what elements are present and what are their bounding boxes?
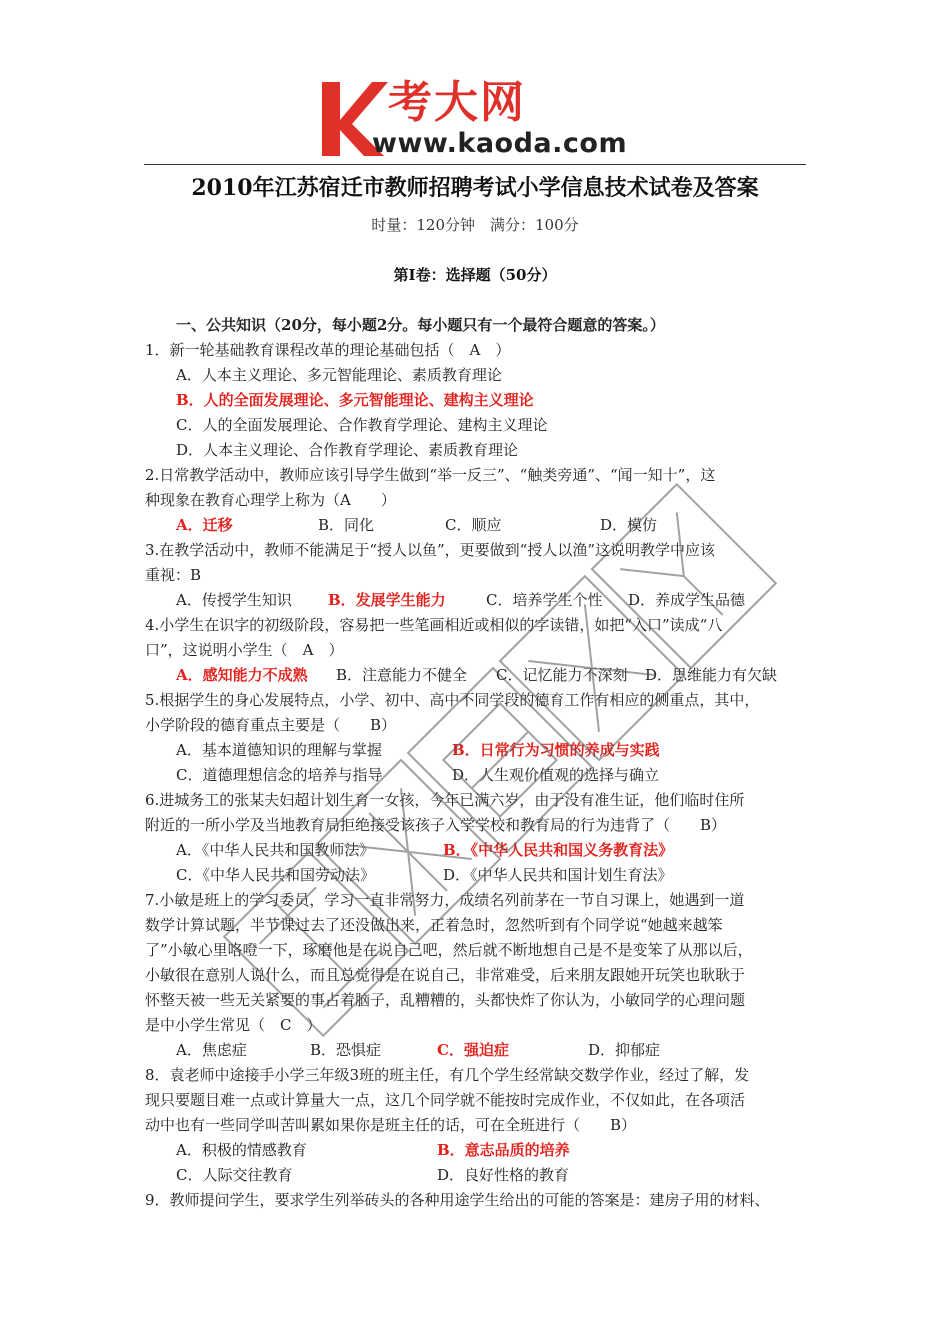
question-9-stem-line1: 9．教师提问学生，要求学生列举砖头的各种用途学生给出的可能的答案是：建房子用的材料、 <box>145 1191 770 1209</box>
question-3-option-d: D．养成学生品德 <box>628 591 746 609</box>
question-6-stem-line2: 附近的一所小学及当地教育局拒绝接受该孩子入学学校和教育局的行为违背了（ B） <box>145 816 727 834</box>
question-2-stem-line1: 2.日常教学活动中，教师应该引导学生做到“举一反三”、“触类旁通”、“闻一知十”，这 <box>145 466 716 484</box>
question-7-stem-line4: 小敏很在意别人说什么，而且总觉得是在说自己，非常难受，后来朋友跟她开玩笑也耿耿于 <box>145 966 746 984</box>
question-7-stem-line1: 7.小敏是班上的学习委员，学习一直非常努力，成绩名列前茅在一节自习课上，她遇到一道 <box>145 891 745 909</box>
logo-url-text: www.kaoda.com <box>372 128 628 159</box>
question-7-stem-line2: 数学计算试题，半节课过去了还没做出来，正着急时，忽然听到有个同学说“她越来越笨 <box>145 916 723 934</box>
part-heading: 第Ⅰ卷：选择题（50分） <box>393 266 557 284</box>
logo-brand-text: 考大网 <box>388 77 526 128</box>
question-5-option-c: C．道德理想信念的培养与指导 <box>176 766 383 784</box>
question-1-option-b-answer: B．人的全面发展理论、多元智能理论、建构主义理论 <box>176 391 534 409</box>
question-5-stem-line2: 小学阶段的德育重点主要是（ B） <box>145 716 397 734</box>
question-2-option-c: C．顺应 <box>445 516 502 534</box>
question-6-option-b-answer: B．《中华人民共和国义务教育法》 <box>443 841 674 859</box>
question-8-stem-line1: 8．袁老师中途接手小学三年级3班的班主任，有几个学生经常缺交数学作业，经过了解，发 <box>145 1066 750 1084</box>
question-1-stem: 1．新一轮基础教育课程改革的理论基础包括（ A ） <box>145 341 511 359</box>
question-5-option-a: A．基本道德知识的理解与掌握 <box>176 741 382 759</box>
question-2-stem-line2: 种现象在教育心理学上称为（A ） <box>145 491 396 509</box>
question-6-stem-line1: 6.进城务工的张某夫妇超计划生育一女孩，今年已满六岁，由于没有准生证，他们临时住所 <box>145 791 745 809</box>
question-4-option-c: C．记忆能力不深刻 <box>496 666 628 684</box>
exam-meta: 时量：120分钟 满分：100分 <box>371 216 579 234</box>
question-8-option-b-answer: B．意志品质的培养 <box>437 1141 570 1159</box>
question-5-option-b-answer: B．日常行为习惯的养成与实践 <box>452 741 660 759</box>
question-7-option-a: A．焦虑症 <box>176 1041 247 1059</box>
question-8-stem-line2: 现只要题目难一点或计算量大一点，这几个同学就不能按时完成作业，不仅如此，在各项活 <box>145 1091 746 1109</box>
question-4-option-d: D．思维能力有欠缺 <box>645 666 778 684</box>
question-2-option-d: D．模仿 <box>600 516 658 534</box>
question-8-option-d: D．良好性格的教育 <box>437 1166 570 1184</box>
question-3-option-b-answer: B．发展学生能力 <box>328 591 446 609</box>
question-7-option-c-answer: C．强迫症 <box>437 1041 509 1059</box>
question-1-option-d: D．人本主义理论、合作教育学理论、素质教育理论 <box>176 441 519 459</box>
question-1-option-c: C．人的全面发展理论、合作教育学理论、建构主义理论 <box>176 416 548 434</box>
question-6-option-d: D．《中华人民共和国计划生育法》 <box>443 866 673 884</box>
question-8-stem-line3: 动中也有一些同学叫苦叫累如果你是班主任的话，可在全班进行（ B） <box>145 1116 637 1134</box>
question-2-option-b: B．同化 <box>318 516 375 534</box>
question-3-stem-line1: 3.在教学活动中，教师不能满足于“授人以鱼”，更要做到“授人以渔”这说明教学中应该 <box>145 541 715 559</box>
question-1-option-a: A．人本主义理论、多元智能理论、素质教育理论 <box>176 366 502 384</box>
question-3-option-c: C．培养学生个性 <box>486 591 603 609</box>
header-divider <box>144 164 806 165</box>
question-6-option-c: C．《中华人民共和国劳动法》 <box>176 866 375 884</box>
question-4-option-b: B．注意能力不健全 <box>336 666 468 684</box>
section-heading: 一、公共知识（20分，每小题2分。每小题只有一个最符合题意的答案。） <box>176 316 665 334</box>
question-5-stem-line1: 5.根据学生的身心发展特点，小学、初中、高中不同学段的德育工作有相应的侧重点，其中， <box>145 691 760 709</box>
question-3-option-a: A．传授学生知识 <box>176 591 292 609</box>
question-4-option-a-answer: A．感知能力不成熟 <box>176 666 308 684</box>
question-8-option-c: C．人际交往教育 <box>176 1166 293 1184</box>
question-7-stem-line6: 是中小学生常见（ C ） <box>145 1016 322 1034</box>
question-6-option-a: A．《中华人民共和国教师法》 <box>176 841 375 859</box>
page-title: 2010年江苏宿迁市教师招聘考试小学信息技术试卷及答案 <box>191 175 759 201</box>
question-4-stem-line1: 4.小学生在识字的初级阶段，容易把一些笔画相近或相似的字读错，如把“入口”读成“八 <box>145 616 723 634</box>
question-2-option-a-answer: A．迁移 <box>176 516 233 534</box>
question-7-stem-line3: 了”小敏心里咯噔一下，琢磨他是在说自己吧，然后就不断地想自己是不是变笨了从那以后， <box>145 941 753 959</box>
question-3-stem-line2: 重视：B <box>145 566 202 584</box>
question-7-option-d: D．抑郁症 <box>588 1041 661 1059</box>
question-4-stem-line2: 口”，这说明小学生（ A ） <box>145 641 344 659</box>
kaoda-logo[interactable] <box>318 76 648 162</box>
question-7-stem-line5: 怀整天被一些无关紧要的事占着脑子，乱糟糟的，头都快炸了你认为，小敏同学的心理问题 <box>145 991 746 1009</box>
question-7-option-b: B．恐惧症 <box>310 1041 382 1059</box>
question-5-option-d: D．人生观价值观的选择与确立 <box>452 766 660 784</box>
question-8-option-a: A．积极的情感教育 <box>176 1141 307 1159</box>
